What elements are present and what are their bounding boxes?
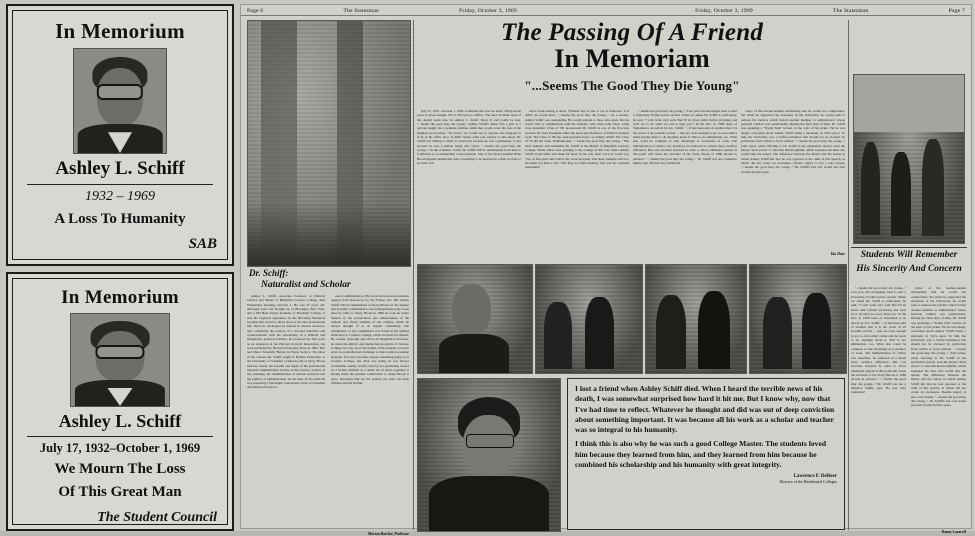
photo-two-men-talking (645, 264, 747, 374)
masthead (241, 5, 971, 16)
ad-title: In Memorium (61, 287, 179, 308)
divider (27, 184, 213, 185)
column-rule (413, 20, 414, 530)
article-text: donor from tearing it down. Whether this is true or not is irrelevant. It is didn't, he would have. "...Seems the good they die young..." As a teacher, Ashley Schiff was outstanding. He would pretend to those who knew that he wasn't able to communicate with his students. And when John Jones, some class president, Class of '68, pronounced Dr. Schiff as one of the five best teachers his class President under the Associate Professor of Political Science wept. The Class of '68 also bestowed this honor on Ashley Schiff. The Class of '70 did the same. Posthumously. "...Seems the good they die young..." But most students still remember Dr. Schiff as the Master of Benjamin Cardozo College. While others were pointing to the college as this vote where Ashley Schiff would smile and shake his head. In his soft, clear voice he would say, "No, in five years this will be the worst program. The more students will sit a bit better job than I can." This may not false modesty, this was the eventual assessment (525, 109, 629, 170)
ad-tagline-line2: Of This Great Man (58, 483, 182, 500)
photo-seated-group (535, 264, 643, 374)
article-text: Ashley L. Schiff, Associate Professor of Political Science and Master of Benjamin Cardozo College, died Wednesday morning, October 1. He was 37 years old. Although born and brought up in Brooklyn, New York, and a Phi Beta Kappa graduate of Brooklyn College, it was his boyhood experience in the Brooklyn Botanical Gardens that served to direct most of his later professional life. There he developed an interest in natural resources, and, combining the passion of a devoted naturalist and conservationist with the scholarship of a brilliant and imaginative political scientist, he produced his first work as an extension of his Harvard doctoral dissertation, his book published by Harvard University Press in 1962, Fire and Water: Scientific Heresy in Forest Service. The titles of the courses Mr. Schiff taught at Hofstra University, at the University of Southern California and at Stony Brook indicate clearly the breadth and depth of his professional interests: administration and the social sciences, politics of city planning, the administration of natural resources and the politics of administration. At the time of his death he was preparing a full-length comparative study of Canadian and American forest re- (247, 294, 325, 390)
masthead-paper-left: The Statesman (343, 8, 380, 14)
masthead-date-left: Friday, October 3, 1969 (459, 8, 517, 14)
ad-dates: July 17, 1932–October 1, 1969 (39, 441, 201, 455)
article-column-1 (417, 109, 521, 257)
article-text: July 17, 1932 - October 1, 1969. A lifetime that was too short. Thirty-seven years is never enough. Not it will have to suffice. The most all make back of life doesn't seem true, for Ashley L. Schiff. Dead. It can't really be true. "...Seems the good they die young." Ashley Schiff's smile. Not a grin or a nervous laugh, but a genuine, humane smile that would cover his face at the slightest provocation. "Sit down," he would say to anyone who lingered in front of his office door. It didn't matter what you wanted to talk about. Dr. Schiff was willing to listen. It wasn't just because he was a gentleman, it was because he was a human being who cared. "...Seems the good they die young..." In the academic world, Dr. Schiff will be remembered from here to California as an outstanding conservationist. One of the most beautiful Benn Brook legends despite this man concerning to be honored to a man in order to provide a bit (417, 109, 521, 166)
ad-name: Ashley L. Schiff (58, 411, 182, 431)
divider (851, 247, 967, 248)
article-text: search administration. His work had received extensive support from Resources for the Future, Inc. But Ashley Schiff will be remembered at Stony Brook for his intense and dynamic commitment to the undergraduate body. Soon after he came to Stony Brook in 1966 he took an active interest in the preservation and enhancement of the esthetic and living qualities of the campus, which he always thought of as an organic community. The culmination of his commitment was found in his selfless dedication to Cardozo College, which he served as Master. By careful, thorough and above all imaginative devotion, he made the embryo and intellectual programs of Cardozo College not only serve the wishes of his students, but also serve as an intellectual challenge to their normal academic program. Not only was there always something going on at Cardozo College, but what was going on was always worthwhile. Ashley Schiff, cited by two graduating classes as a faculty member in a small list of those regarded as having made the greatest contribution to Stony Brook is gone. Surviving him are his parents, his wife, his three children and his brother. (331, 294, 410, 385)
divider (27, 436, 213, 437)
pull-quote-box (567, 378, 845, 530)
headline-primary: The Passing Of A Friend (500, 19, 764, 46)
newspaper-spread (240, 4, 972, 536)
column-rule (848, 20, 849, 530)
quote-paragraph-2: I think this is also why he was such a good College Master. The students loved him because they learned from him, and they learned from him because he combined his scholarship and his humanity with great integrity. (575, 439, 827, 469)
memorial-ad-student-council (6, 272, 234, 531)
masthead-paper-right: The Statesman (832, 8, 869, 14)
schiff-bio-byline: Morton Rotcher, Professor (367, 532, 409, 536)
section-title-schiff-line2: Naturalist and Scholar (261, 280, 351, 290)
ad-dates: 1932 – 1969 (85, 189, 155, 204)
quote-signer-name: Lawrence F. DeBoer (793, 474, 837, 479)
article-text: views of the teacher-student relationship that he would not compromise. Yet while he supported the structures of the University, he would seek to remove the barriers which barred another member or administrator whose personal comfort was questionable. During the final days of May, Dr. Schiff was spending a "Young Turk" lecture on the topic of his jacket. Yet he was deeply concerned about Ashley Schiff being a mechanic in Tolt's place. To him, the University was a lawful institution that should not be violated by politicians from within or from without. "...Seems the good they die young..." John Jones, when referring to Dr. Schiff in his graduation speech, used the phrase "most power" to describe that thoughtful, which separates the men who would take the nation. The difference between the liberty and the nature in which Ashley Schiff felt that he was opposed to the truth of this speech, in which did not create an awareness. Death's legacy is but a sole lacuna. "...Seems the good they die young..." Dr. Schiff's last evil would just turn around and he's gone. (741, 109, 845, 174)
photo-faculty-panel (749, 264, 847, 374)
page-body (241, 16, 971, 536)
schiff-bio-column-1 (247, 294, 325, 532)
masthead-page-right: Page 7 (948, 8, 965, 14)
masthead-page-left: Page 6 (247, 8, 264, 14)
article-text: "...Seems the good they die young..." Last year, this newspaper tried to start a University Forum lecture section. When we asked Dr. Schiff to participate, he said, "I can't write very well. But I'll sit down with Charles (Cavitan) and we'll try to do what we can to help you." In the Dec. 9, 1968 issue of Statesman is an article by A.L. Schiff. "...It has been said of erudites that it is the worst of all possible worlds — that are close enough to get to each other's mind and the heart to do anything about it. This is not elimination, too. What else could be complete to take advantage of economics of scale. The multiplication of advice can, therefore, be achieved at a much more sacrifice efficiency. But cost becomes invested in order to allow additional options at this point will create the structure of the Stony Brook of 1980 decade in advance." "...Seems the good they die young..." Dr. Schiff was not a talkative family type. He had very traditional (851, 286, 906, 395)
masthead-date-right: Friday, October 3, 1969 (695, 8, 753, 14)
quote-signature (575, 474, 837, 484)
headline-block (417, 18, 847, 97)
photo-college-meeting (853, 74, 965, 244)
students-column-1 (851, 286, 906, 526)
section-title-students-line2: His Sincerity And Concern (856, 264, 962, 274)
photo-campus-trees (247, 20, 411, 267)
quote-signer-role: Director of the Residential Colleges (779, 479, 837, 484)
ad-name: Ashley L. Schiff (55, 158, 185, 179)
memorial-ad-sab (6, 4, 234, 266)
article-column-3 (633, 109, 737, 257)
portrait-photo (73, 48, 167, 154)
section-title-schiff-line1: Dr. Schiff: (249, 268, 289, 278)
students-column-2 (911, 286, 966, 526)
quote-paragraph-1: I lost a friend when Ashley Schiff died. When I heard the terrible news of his death, I was somewhat surprised how hard it hit me. But I know why, now that I've had time to reflect. Whatever he thought and did was out of deep conviction about something important. It was because all his work as a scholar and teacher was so integral to his humanity. (575, 384, 835, 434)
article-column-2 (525, 109, 629, 257)
schiff-bio-column-2 (331, 294, 409, 526)
ad-tagline-line1: We Mourn The Loss (54, 461, 186, 477)
portrait-photo (70, 313, 170, 407)
section-title-students-line1: Students Will Remember (860, 250, 958, 260)
article-column-4 (741, 109, 845, 257)
photo-speaker-at-podium (417, 264, 533, 374)
ad-title: In Memorium (55, 19, 185, 43)
ad-tagline: A Loss To Humanity (54, 211, 186, 227)
headline-secondary: In Memoriam (554, 44, 710, 74)
students-byline: Danny Lazaroff (941, 530, 966, 534)
photo-schiff-portrait (417, 378, 561, 532)
memorial-ads-column (6, 4, 234, 527)
ad-signoff: SAB (188, 236, 217, 252)
article-text: views of the teacher-student relationship that he would not compromise. Yet while he supported the structures of the University, he would seek to remove the barriers which barred another member or administrator whose personal comfort was questionable. During the final days of May, Dr. Schiff was spending a "Young Turk" lecture on the topic of his jacket. Yet he was deeply concerned about Ashley Schiff being a mechanic in Tolt's place. To him, the University was a lawful institution that should not be violated by politicians from within or from without. "...Seems the good they die young..." John Jones, when referring to Dr. Schiff in his graduation speech, used the phrase "most power" to describe that thoughtful, which separates the men who would take the nation. The difference between the liberty and the nature in which Ashley Schiff felt that he was opposed to the truth of this speech, in which did not create an awareness. Death's legacy is but a sole lacuna. "...Seems the good they die young..." Dr. Schiff's last evil would just turn around and he's gone. (911, 286, 966, 408)
divider (247, 265, 409, 266)
ad-signoff: The Student Council (97, 509, 217, 525)
article-byline-ida: Ida Zbur (830, 252, 845, 256)
article-text: "...Seems the good they die young..." Last year, this newspaper tried to start a University Forum lecture section. When we asked Dr. Schiff to participate, he said, "I can't write very well. But I'll sit down with Charles (Cavitan) and we'll try to do what we can to help you." In the Dec. 9, 1968 issue of Statesman is an article by A.L. Schiff. "...It has been said of erudites that it is the worst of all possible worlds — that are close enough to get to each other's mind and the heart to do anything about it. This is not elimination, too. What else could be complete to take advantage of economics of scale. The multiplication of advice can, therefore, be achieved at a much more sacrifice efficiency. But cost becomes invested in order to allow additional options at this point will create the structure of the Stony Brook of 1980 decade in advance." "...Seems the good they die young..." Dr. Schiff was not a talkative family type. He had very traditional (633, 109, 737, 166)
headline-subhead: "...Seems The Good They Die Young" (524, 77, 740, 93)
